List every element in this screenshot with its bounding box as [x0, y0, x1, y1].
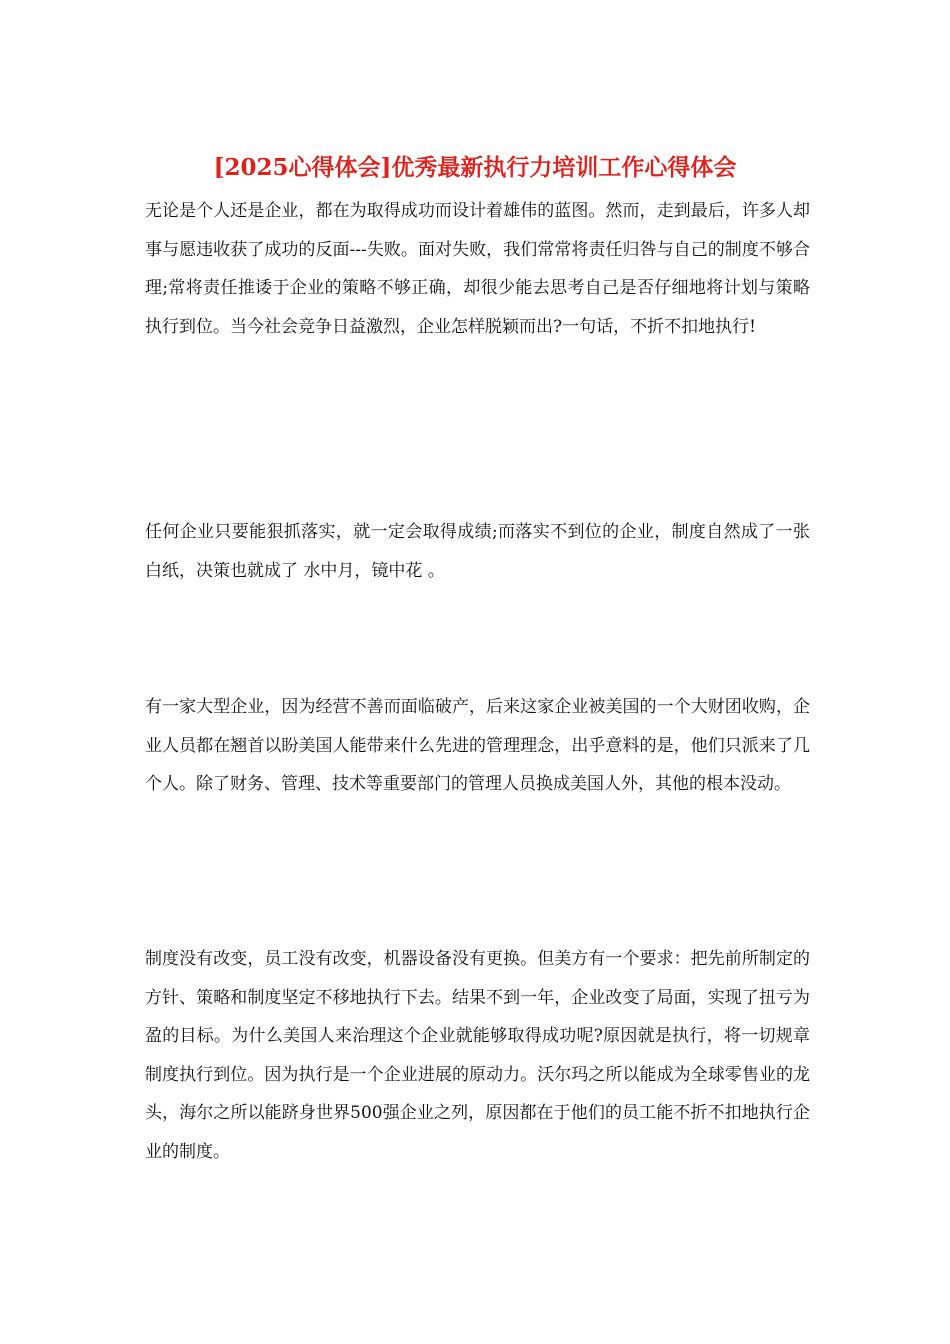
- body-paragraph-1: 无论是个人还是企业，都在为取得成功而设计着雄伟的蓝图。然而，走到最后，许多人却事与愿违收获了成功的反面---失败。面对失败，我们常常将责任归咎与自己的制度不够合理;常将责任推诿于企业的策略不够正确，却很少能去思考自己是否仔细地将计划与策略执行到位。当今社会竞争日益激烈，企业怎样脱颖而出?一句话，不折不扣地执行!: [145, 201, 810, 337]
- body-paragraph-2: 任何企业只要能狠抓落实，就一定会取得成绩;而落实不到位的企业，制度自然成了一张白纸，决策也就成了 水中月，镜中花 。: [145, 522, 810, 581]
- body-paragraph-3: 有一家大型企业，因为经营不善而面临破产，后来这家企业被美国的一个大财团收购，企业人员都在翘首以盼美国人能带来什么先进的管理理念，出乎意料的是，他们只派来了几个人。除了财务、管理、技术等重要部门的管理人员换成美国人外，其他的根本没动。: [145, 697, 810, 794]
- body-paragraph-4: 制度没有改变，员工没有改变，机器设备没有更换。但美方有一个要求：把先前所制定的方针、策略和制度坚定不移地执行下去。结果不到一年，企业改变了局面，实现了扭亏为盈的目标。为什么美国人来治理这个企业就能够取得成功呢?原因就是执行，将一切规章制度执行到位。因为执行是一个企业进展的原动力。沃尔玛之所以能成为全球零售业的龙头，海尔之所以能跻身世界500强企业之列，原因都在于他们的员工能不折不扣地执行企业的制度。: [145, 949, 810, 1162]
- document-title: [2025心得体会]优秀最新执行力培训工作心得体会: [213, 154, 737, 181]
